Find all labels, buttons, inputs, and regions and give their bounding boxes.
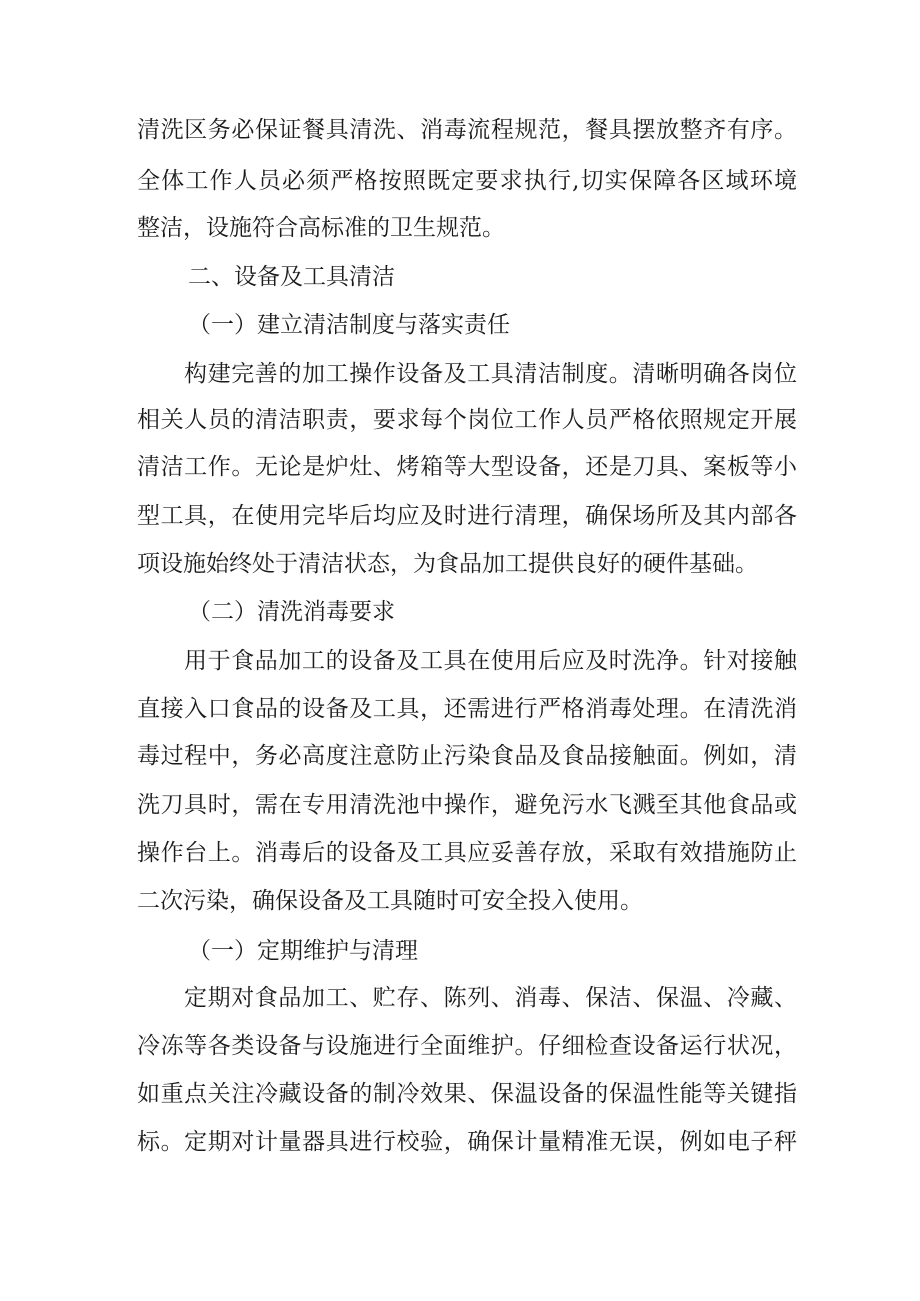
paragraph-line: 型工具，在使用完毕后均应及时进行清理，确保场所及其内部各 [137,503,797,529]
paragraph-line: 构建完善的加工操作设备及工具清洁制度。清晰明确各岗位 [184,361,797,387]
paragraph-line: 标。定期对计量器具进行校验，确保计量精准无误，例如电子秤 [137,1129,797,1155]
paragraph-line: 用于食品加工的设备及工具在使用后应及时洗净。针对接触 [184,648,797,674]
paragraph-line: 毒过程中，务必高度注意防止污染食品及食品接触面。例如，清 [137,743,797,769]
paragraph-line: 项设施始终处于清洁状态，为食品加工提供良好的硬件基础。 [137,551,758,577]
section-heading: 二、设备及工具清洁 [188,264,395,290]
paragraph-line: 洗刀具时，需在专用清洗池中操作，避免污水飞溅至其他食品或 [137,792,797,818]
paragraph-line: 操作台上。消毒后的设备及工具应妥善存放，采取有效措施防止 [137,840,797,866]
subsection-heading: （二）清洗消毒要求 [188,599,395,625]
paragraph-line: 如重点关注冷藏设备的制冷效果、保温设备的保温性能等关键指 [137,1081,797,1107]
paragraph-line: 清洁工作。无论是炉灶、烤箱等大型设备，还是刀具、案板等小 [137,454,797,480]
paragraph-line: 整洁，设施符合高标准的卫生规范。 [137,215,505,241]
paragraph-line: 全体工作人员必须严格按照既定要求执行,切实保障各区域环境 [137,168,797,194]
paragraph-line: 清洗区务必保证餐具清洗、消毒流程规范，餐具摆放整齐有序。 [137,117,797,143]
paragraph-line: 相关人员的清洁职责，要求每个岗位工作人员严格依照规定开展 [137,407,797,433]
paragraph-line: 直接入口食品的设备及工具，还需进行严格消毒处理。在清洗消 [137,696,797,722]
paragraph-line: 冷冻等各类设备与设施进行全面维护。仔细检查设备运行状况， [137,1033,797,1059]
paragraph-line: 二次污染，确保设备及工具随时可安全投入使用。 [137,888,643,914]
subsection-heading: （一）定期维护与清理 [188,938,418,964]
paragraph-line: 定期对食品加工、贮存、陈列、消毒、保洁、保温、冷藏、 [184,985,797,1011]
subsection-heading: （一）建立清洁制度与落实责任 [188,312,510,338]
